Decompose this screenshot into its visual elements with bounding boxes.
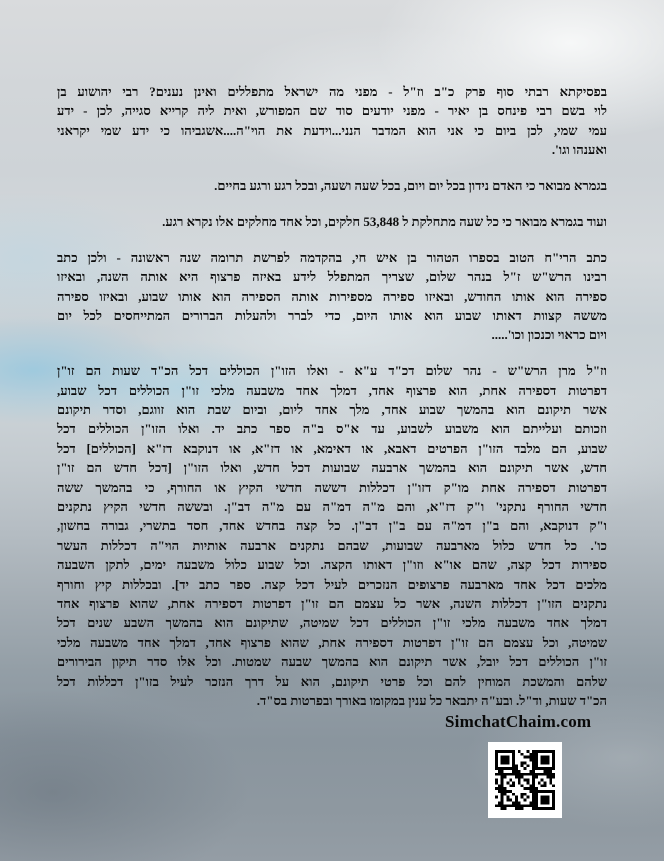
text-line: ועוד בגמרא מבואר כי כל שעה מתחלקת ל 53,848 חלקים, וכל אחד מחלקים אלו נקרא רגע. xyxy=(162,213,607,229)
text-line: בפסיקתא רבתי סוף פרק כ"ב וז"ל - מפני מה ישראל מתפללים ואינן נענים? רבי יהושוע בן xyxy=(57,84,607,99)
text-line: חדש, אשר תיקונם הוא בהמשך ארבעה שבועות דכל חדש, ואלו הזו"ן [דכל חדש הם זו"ן xyxy=(57,460,607,476)
text-line: רבינו הרש"ש ז"ל בנהר שלום, שצריך המתפלל לידע באיזה פרצוף היא אותה השנה, ובאיזו xyxy=(57,269,607,285)
text-line: זו"ן הכוללים דכל יובל, אשר תיקונם הוא בהמשך שבעה שמטות. וכל אלו סדר תיקון הבירורים xyxy=(57,654,607,670)
document-body xyxy=(57,82,607,727)
text-line: וזכותם ועלייתם הוא משבוע לשבוע, עד א"ס ב"ה ספר כתב יד. ואלו הזו"ן הכוללים דכל xyxy=(57,421,607,437)
qr-code-icon xyxy=(488,742,562,818)
paragraph xyxy=(57,176,607,195)
text-line: ספירה הוא אותו החודש, ובאיזו ספירה מספירות אותה הספירה הוא אותו שבוע, ובאיזו ספירה xyxy=(57,288,607,304)
text-line: כו'. כל חדש כלול מארבעה שבועות, שבהם נתקנים ארבעה אותיות הוי"ה דכללות העשר xyxy=(57,537,607,553)
text-line: כתב הרי"ח הטוב בספרו הטהור בן איש חי, בהקדמה לפרשת תרומה שנה ראשונה - ולכן כתב xyxy=(57,249,607,265)
text-line: שבוע, הם מלבד הזו"ן הפרטים דאבא, או דאימא, או דז"א, או דנוקבא דז"א [הכוללים] דכל xyxy=(57,440,607,456)
text-line: וז"ל מרן הרש"ש - נהר שלום דכ"ד ע"א - ואלו הזו"ן הכוללים דכל הכ"ד שעות הם זו"ן xyxy=(57,363,607,379)
paragraph xyxy=(57,361,607,710)
text-line: ו"ק דנוקבא, והם ב"ן דמ"ה עם ב"ן דב"ן. כל קצה בחדש אחד, חסד בתשרי, גבורה בחשון, xyxy=(57,518,607,534)
watermark-text: SimchatChaim.com xyxy=(445,712,592,731)
text-line: ספירות דכל קצה, שהם או"א וזו"ן דאותו הקצה. וכל שבוע כלול משבעה ימים, לתקן השבעה xyxy=(57,557,607,573)
text-line: שמיטה, וכל עצמם הם זו"ן דפרטות דספירה אחת, שהוא פרצוף אחד, דמלך אחד משבעה מלכי xyxy=(57,634,607,650)
paragraph xyxy=(57,248,607,345)
text-line: מלכים דכל אחד מארבעה פרצופים הנזכרים לעיל דכל קצה. ספר כתב יד]. ובכללות קיץ וחורף xyxy=(57,576,607,592)
text-line: אשר תיקונם הוא בהמשך שבוע אחד, מלך אחד ליום, וביום שבת הוא זווגם, וסדר תיקונם xyxy=(57,402,607,418)
text-line: הכ"ד שעות, וד"ל. ובע"ה יתבאר כל ענין במקומו באורך ובפרטות בס"ד. xyxy=(256,692,607,708)
text-line: דפרטות דספירה אחת מו"ק דזו"ן דכללות דששה חדשי הקיץ או החורף, כי בהמשך ששה xyxy=(57,479,607,495)
text-line: בגמרא מבואר כי האדם נידון בכל יום ויום, בכל שעה ושעה, ובכל רגע ורגע בחיים. xyxy=(214,178,607,194)
text-line: דמלך אחד משבעה מלכי זו"ן הכוללים דכל שמיטה, שתיקונם הוא בהמשך השבע שנים דכל xyxy=(57,615,607,631)
text-line: לוי בשם רבי פינחס בן יאיר - מפני יודעים סוד שם המפורש, ואית ליה קרייא סגייה, לכן - ידע xyxy=(57,103,607,119)
text-line: ויום כראוי וכנכון וכו'..... xyxy=(491,327,607,343)
text-line: מששה קצוות דאותו שבוע הוא אותו היום, כדי לברר ולהעלות הברורים המתייחסים לכל יום xyxy=(57,308,607,324)
text-line: חדשי החורף נתקני' ו"ק דז"א, והם מ"ה דמ"ה עם מ"ה דב"ן. ובששה חדשי הקיץ נתקנים xyxy=(57,499,607,515)
text-line: דפרטות דספירה אחת, הוא פרצוף אחד, דמלך אחד משבעה מלכי זו"ן הכוללים דכל שבוע, xyxy=(57,382,607,398)
paragraph xyxy=(57,212,607,231)
text-line: נתקנים הזו"ן דכללות השנה, אשר כל עצמם הם זו"ן דפרטות דספירה אחת, שהוא פרצוף אחד xyxy=(57,595,607,611)
text-line: שלהם והמשכת המוחין להם וכל פרטי תיקונם, הוא על דרך הנזכר לעיל בזו"ן דכללות דכל xyxy=(57,673,607,689)
text-line: עמי שמי, לכן ביום כי אני הוא המדבר הנני...וידעת את הוי"ה....אשגביהו כי ידע שמי יקראני xyxy=(57,122,607,138)
text-line: ואענהו וגו'. xyxy=(551,142,607,158)
paragraph xyxy=(57,82,607,160)
